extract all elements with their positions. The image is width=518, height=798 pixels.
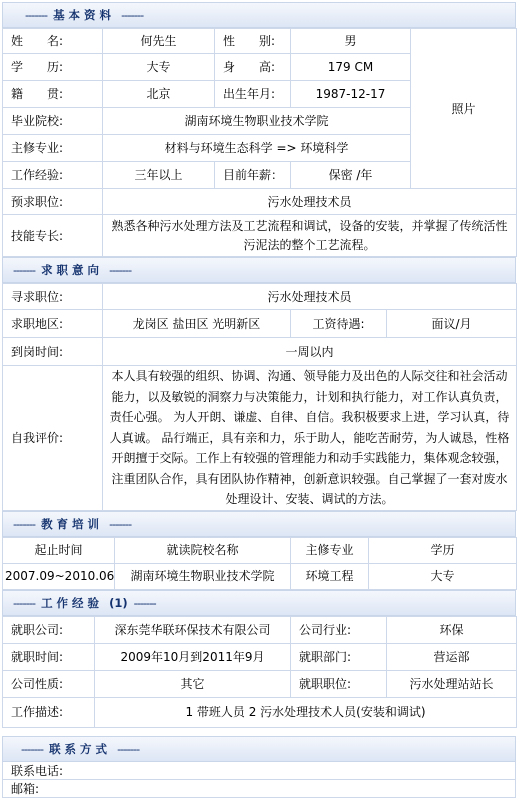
name-value: 何先生: [103, 29, 215, 54]
nature-value: 其它: [95, 670, 291, 697]
education-value: 大专: [103, 54, 215, 81]
work-time-value: 2009年10月到2011年9月: [95, 643, 291, 670]
industry-value: 环保: [387, 616, 517, 643]
work-desc-value: 1 带班人员 2 污水处理技术人员(安装和调试): [95, 697, 517, 727]
section-header-work: ------- 工作经验 (1) -------: [2, 590, 516, 616]
position-value: 污水处理站站长: [387, 670, 517, 697]
pay-value: 面议/月: [387, 310, 517, 338]
basic-info-table: 姓 名: 何先生 性 别: 男 照片 学 历: 大专 身 高: 179 CM 籍 贯: 北京 出生年月: 1987-12-17 毕业院校: 湖南环境生物职业技术学院 主修专业: 材料与环境生态科学 => 环境科学 工作经验: 三年以上 目前年薪： 保密 /年 预求职位: 污水处理技术员 技能专长: 熟悉各种污水处理方法及工艺流程和调试，设备的安装，并掌握了传统活性污泥法的整个工艺流程。: [2, 28, 517, 257]
table-row: 2007.09~2010.06 湖南环境生物职业技术学院 环境工程 大专: [3, 563, 517, 589]
section-title-basic: 基本资料: [53, 8, 116, 22]
work-index: (1): [109, 595, 128, 610]
contact-email: 邮箱:: [2, 780, 516, 798]
dept-value: 营运部: [387, 643, 517, 670]
prejob-value: 污水处理技术员: [103, 189, 517, 215]
section-title-intent: 求职意向: [41, 263, 104, 277]
work-table: 就职公司: 深东莞华联环保技术有限公司 公司行业: 环保 就职时间: 2009年10月到2011年9月 就职部门: 营运部 公司性质: 其它 就职职位: 污水处理站站长 工作描述: 1 带班人员 2 污水处理技术人员(安装和调试): [2, 616, 517, 728]
salary-value: 保密 /年: [291, 162, 411, 189]
intent-table: 寻求职位: 污水处理技术员 求职地区: 龙岗区 盐田区 光明新区 工资待遇: 面议/月 到岗时间: 一周以内 自我评价: 本人具有较强的组织、协调、沟通、领导能力及出色的人际交往和社会活动能力，以及敏锐的洞察力与决策能力，计划和执行能力，对工作认真负责，责任心强。 为人开朗、谦虚、自律、自信。我积极要求上进，学习认真，待人真诚。 品行端正，具有亲和力，乐于助人，能吃苦耐劳，为人诚恳，性格开朗擅于交际。工作上有较强的管理能力和动手实践能力，集体观念较强，注重团队合作，具有团队协作精神，创新意识较强。自己掌握了一套对废水处理设计、安装、调试的方法。: [2, 283, 517, 511]
job-value: 污水处理技术员: [103, 284, 517, 310]
section-header-contact: ------- 联系方式 -------: [2, 736, 516, 762]
resume: [2, 2, 516, 798]
section-title-work: 工作经验: [41, 595, 104, 610]
gender-value: 男: [291, 29, 411, 54]
education-header-row: 起止时间 就读院校名称 主修专业 学历: [3, 537, 517, 563]
native-value: 北京: [103, 81, 215, 108]
education-table: [2, 537, 517, 590]
height-value: 179 CM: [291, 54, 411, 81]
school-value: 湖南环境生物职业技术学院: [103, 108, 411, 135]
self-evaluation-value: 本人具有较强的组织、协调、沟通、领导能力及出色的人际交往和社会活动能力，以及敏锐的洞察力与决策能力，计划和执行能力，对工作认真负责，责任心强。 为人开朗、谦虚、自律、自信。我积极要求上进，学习认真，待人真诚。 品行端正，具有亲和力，乐于助人，能吃苦耐劳，为人诚恳，性格开朗擅于交际。工作上有较强的管理能力和动手实践能力，集体观念较强，注重团队合作，具有团队协作精神，创新意识较强。自己掌握了一套对废水处理设计、安装、调试的方法。: [103, 366, 517, 511]
company-value: 深东莞华联环保技术有限公司: [95, 616, 291, 643]
major-value: 材料与环境生态科学 => 环境科学: [103, 135, 411, 162]
photo-placeholder: 照片: [411, 29, 517, 189]
arrive-value: 一周以内: [103, 338, 517, 366]
skills-value: 熟悉各种污水处理方法及工艺流程和调试，设备的安装，并掌握了传统活性污泥法的整个工艺流程。: [103, 215, 517, 257]
section-title-contact: 联系方式: [49, 741, 112, 756]
area-value: 龙岗区 盐田区 光明新区: [103, 310, 291, 338]
section-header-education: ------- 教育培训 -------: [2, 511, 516, 537]
section-header-intent: ------- 求职意向 -------: [2, 257, 516, 283]
birth-value: 1987-12-17: [291, 81, 411, 108]
experience-value: 三年以上: [103, 162, 215, 189]
section-header-basic: ------- 基本资料 -------: [2, 2, 516, 28]
contact-phone: 联系电话:: [2, 762, 516, 780]
section-title-education: 教育培训: [41, 516, 104, 531]
